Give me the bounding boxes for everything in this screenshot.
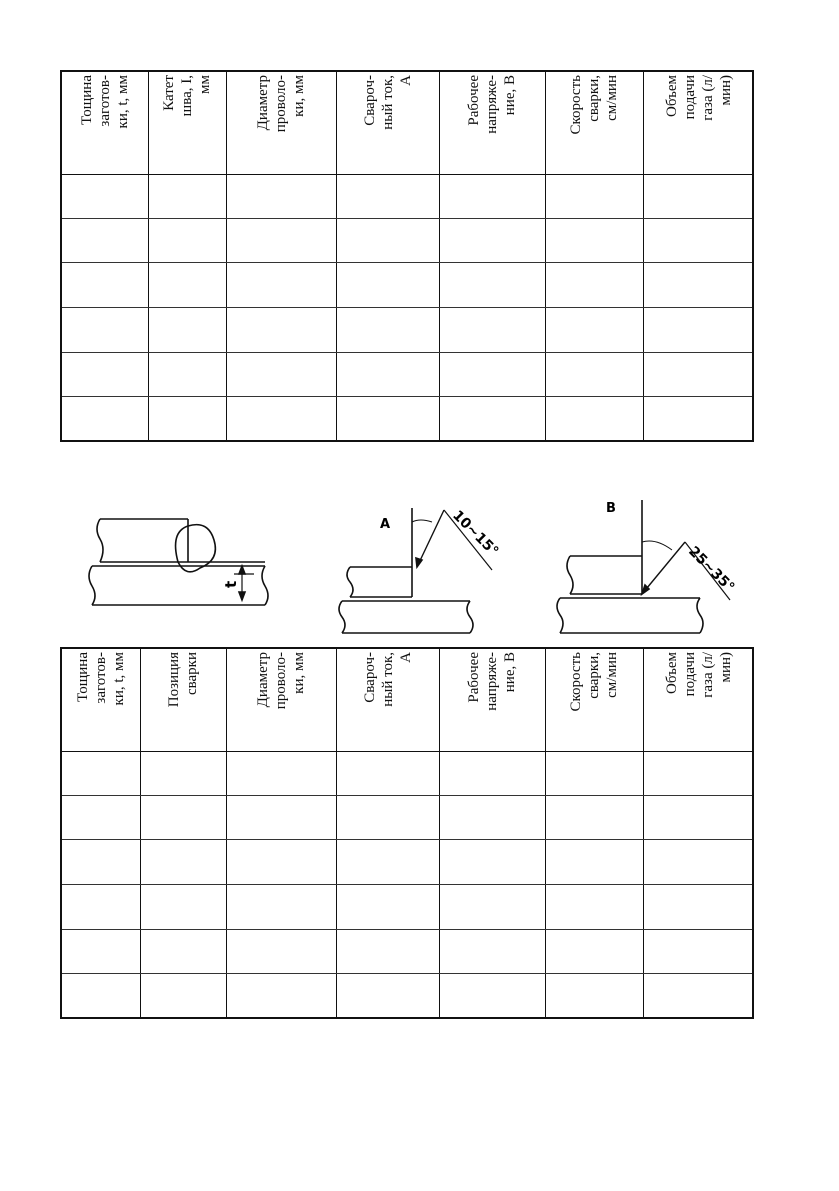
header-current: Свароч- ный ток, А	[361, 75, 414, 130]
header-voltage: Рабочее напряже- ние, В	[466, 652, 518, 711]
angle-a-label: A	[380, 517, 391, 532]
header-gas-flow: Объем подачи газа (л/ мин)	[663, 75, 734, 121]
header-wire-diameter: Диаметр проволо- ки, мм	[255, 652, 307, 710]
header-thickness: Тощина заготов- ки, t, мм	[75, 652, 127, 706]
header-voltage: Рабочее напряже- ние, В	[466, 75, 518, 134]
parameters-table-1	[60, 70, 754, 442]
parameters-table-2	[60, 647, 754, 1019]
header-gas-flow: Объем подачи газа (л/ мин)	[663, 652, 734, 698]
header-leg: Катет шва, I, мм	[161, 75, 213, 117]
header-speed: Скорость сварки, см/мин	[568, 75, 620, 135]
header-current: Свароч- ный ток, А	[361, 652, 414, 707]
fillet-weld-figure	[89, 519, 268, 605]
thickness-dim-label: t	[222, 580, 240, 588]
angle-a-value: 10~15°	[449, 507, 502, 560]
header-position: Позиция сварки	[166, 652, 200, 708]
angle-b-label: B	[606, 501, 616, 516]
angle-b-value: 25~35°	[685, 543, 738, 596]
header-speed: Скорость сварки, см/мин	[568, 652, 620, 712]
header-wire-diameter: Диаметр проволо- ки, мм	[255, 75, 307, 133]
header-thickness: Тощина заготов- ки, t, мм	[79, 75, 131, 129]
welding-figures	[60, 490, 760, 640]
